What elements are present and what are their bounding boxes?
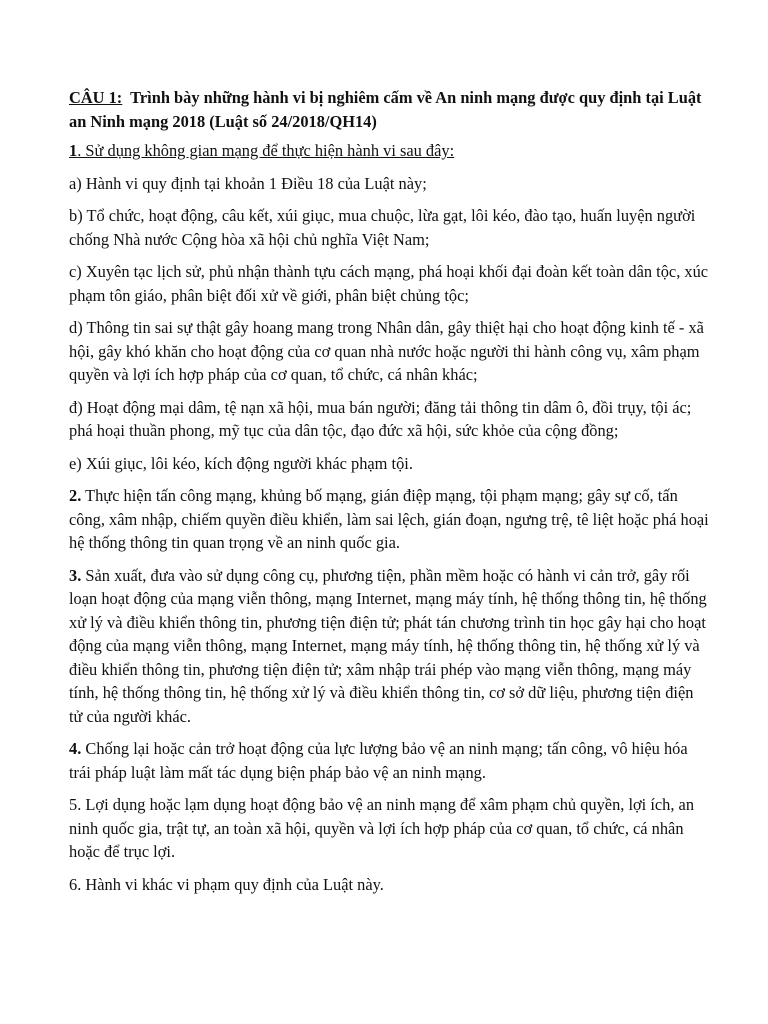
section-1-item-c: c) Xuyên tạc lịch sử, phủ nhận thành tựu cách mạng, phá hoại khối đại đoàn kết toàn dân tộc, xúc phạm tôn giáo, phân biệt đối xử về giới, phân biệt chủng tộc;: [69, 262, 709, 305]
question-label: CÂU 1:: [69, 88, 123, 107]
section-5-number: 5.: [69, 795, 82, 814]
section-2-text: Thực hiện tấn công mạng, khủng bố mạng, gián điệp mạng, tội phạm mạng; gây sự cố, tấn công, xâm nhập, chiếm quyền điều khiển, làm sai lệch, gián đoạn, ngưng trệ, tê liệt hoặc phá hoại hệ thống thông tin quan trọng về an ninh quốc gia.: [69, 486, 709, 552]
section-1-item-e: e) Xúi giục, lôi kéo, kích động người khác phạm tội.: [69, 453, 413, 473]
question-heading: [69, 86, 709, 133]
section-5: [69, 793, 709, 864]
section-1-item-dd: đ) Hoạt động mại dâm, tệ nạn xã hội, mua bán người; đăng tải thông tin dâm ô, đồi trụy, tội ác; phá hoại thuần phong, mỹ tục của dân tộc, đạo đức xã hội, sức khỏe của cộng đồng;: [69, 397, 692, 440]
section-6: [69, 873, 709, 897]
section-1-number: 1: [69, 141, 78, 160]
section-4-number: 4.: [69, 739, 82, 758]
section-3: [69, 564, 709, 729]
section-2-number: 2.: [69, 486, 82, 505]
section-1-item-b: b) Tổ chức, hoạt động, câu kết, xúi giục, mua chuộc, lừa gạt, lôi kéo, đào tạo, huấn luyện người chống Nhà nước Cộng hòa xã hội chủ nghĩa Việt Nam;: [69, 206, 696, 249]
section-4: [69, 737, 709, 784]
section-1-item-a: a) Hành vi quy định tại khoản 1 Điều 18 của Luật này;: [69, 173, 427, 193]
section-1-item-d: d) Thông tin sai sự thật gây hoang mang trong Nhân dân, gây thiệt hại cho hoạt động kinh tế - xã hội, gây khó khăn cho hoạt động của cơ quan nhà nước hoặc người thi hành công vụ, xâm phạm quyền và lợi ích hợp pháp của cơ quan, tổ chức, cá nhân khác;: [69, 318, 704, 384]
section-4-text: Chống lại hoặc cản trở hoạt động của lực lượng bảo vệ an ninh mạng; tấn công, vô hiệu hóa trái pháp luật làm mất tác dụng biện pháp bảo vệ an ninh mạng.: [69, 739, 688, 782]
section-6-text: Hành vi khác vi phạm quy định của Luật này.: [81, 874, 384, 894]
section-1-intro-text: [69, 141, 454, 160]
section-1-intro: [69, 139, 709, 163]
section-6-number: 6.: [69, 874, 82, 894]
section-2: [69, 484, 709, 555]
section-3-text: Sản xuất, đưa vào sử dụng công cụ, phương tiện, phần mềm hoặc có hành vi cản trở, gây rối loạn hoạt động của mạng viễn thông, mạng Internet, mạng máy tính, hệ thống thông tin, hệ thống xử lý và điều khiển thông tin, phương tiện điện tử; phát tán chương trình tin học gây hại cho hoạt động của mạng viễn thông, mạng Internet, mạng máy tính, hệ thống thông tin, hệ thống xử lý và điều khiển thông tin, phương tiện điện tử; xâm nhập trái phép vào mạng viễn thông, mạng máy tính, hệ thống thông tin, hệ thống xử lý và điều khiển thông tin, cơ sở dữ liệu, phương tiện điện tử của người khác.: [69, 565, 707, 726]
section-5-text: Lợi dụng hoặc lạm dụng hoạt động bảo vệ an ninh mạng để xâm phạm chủ quyền, lợi ích, an ninh quốc gia, trật tự, an toàn xã hội, quyền và lợi ích hợp pháp của cơ quan, tổ chức, cá nhân hoặc để trục lợi.: [69, 795, 695, 861]
question-title: Trình bày những hành vi bị nghiêm cấm về An ninh mạng được quy định tại Luật an Ninh mạng 2018 (Luật số 24/2018/QH14): [69, 88, 702, 131]
section-3-number: 3.: [69, 565, 82, 585]
document-page: [69, 86, 709, 905]
section-1-intro-label: . Sử dụng không gian mạng để thực hiện hành vi sau đây:: [77, 141, 455, 160]
